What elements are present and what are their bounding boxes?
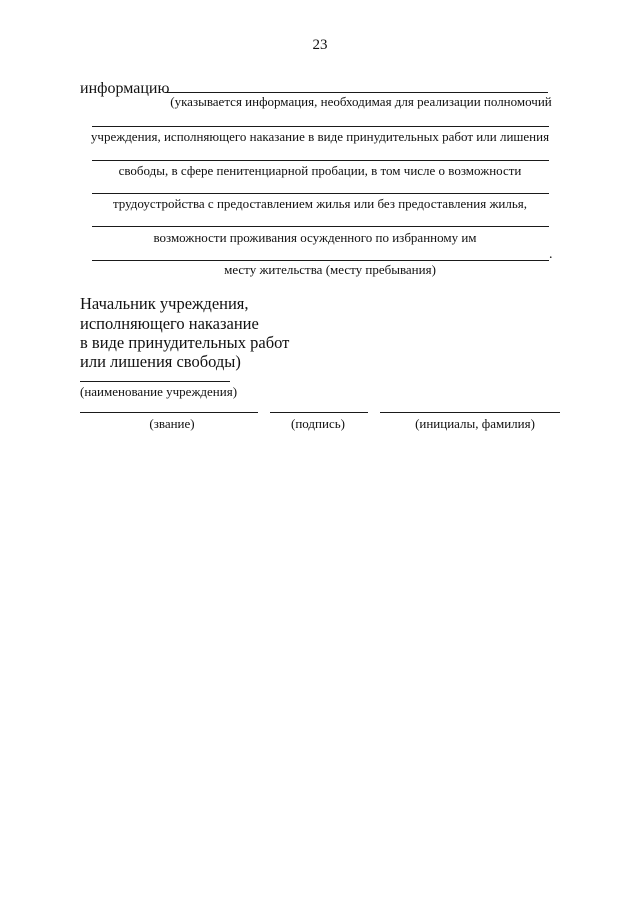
head-title-line-4: или лишения свободы) xyxy=(80,352,241,371)
info-fill-line-1 xyxy=(165,92,548,93)
name-line xyxy=(380,412,560,413)
info-hint-line-5: возможности проживания осужденного по избранному им xyxy=(153,230,477,245)
signature-line xyxy=(270,412,368,413)
institution-name-line xyxy=(80,381,230,382)
info-hint-line-1: (указывается информация, необходимая для реализации полномочий xyxy=(170,94,552,109)
info-end-mark: . xyxy=(549,247,553,262)
info-fill-line-6 xyxy=(92,260,549,261)
name-caption: (инициалы, фамилия) xyxy=(415,416,535,431)
rank-line xyxy=(80,412,258,413)
head-title-line-3: в виде принудительных работ xyxy=(80,333,290,352)
info-hint-line-4: трудоустройства с предоставлением жилья или без предоставления жилья, xyxy=(112,196,528,211)
info-fill-line-2 xyxy=(92,126,549,127)
info-hint-line-6: месту жительства (месту пребывания) xyxy=(224,262,436,277)
info-fill-line-4 xyxy=(92,193,549,194)
page-number: 23 xyxy=(312,37,328,53)
rank-caption: (звание) xyxy=(149,416,195,431)
info-label: информацию xyxy=(80,80,170,97)
institution-name-caption: (наименование учреждения) xyxy=(80,384,238,399)
head-title-line-1: Начальник учреждения, xyxy=(80,294,249,313)
info-hint-line-2: учреждения, исполняющего наказание в виде принудительных работ или лишения xyxy=(90,129,550,144)
head-title-line-2: исполняющего наказание xyxy=(80,314,259,333)
signature-caption: (подпись) xyxy=(291,416,345,431)
info-hint-line-3: свободы, в сфере пенитенциарной пробации, в том числе о возможности xyxy=(118,163,522,178)
info-fill-line-5 xyxy=(92,226,549,227)
info-fill-line-3 xyxy=(92,160,549,161)
